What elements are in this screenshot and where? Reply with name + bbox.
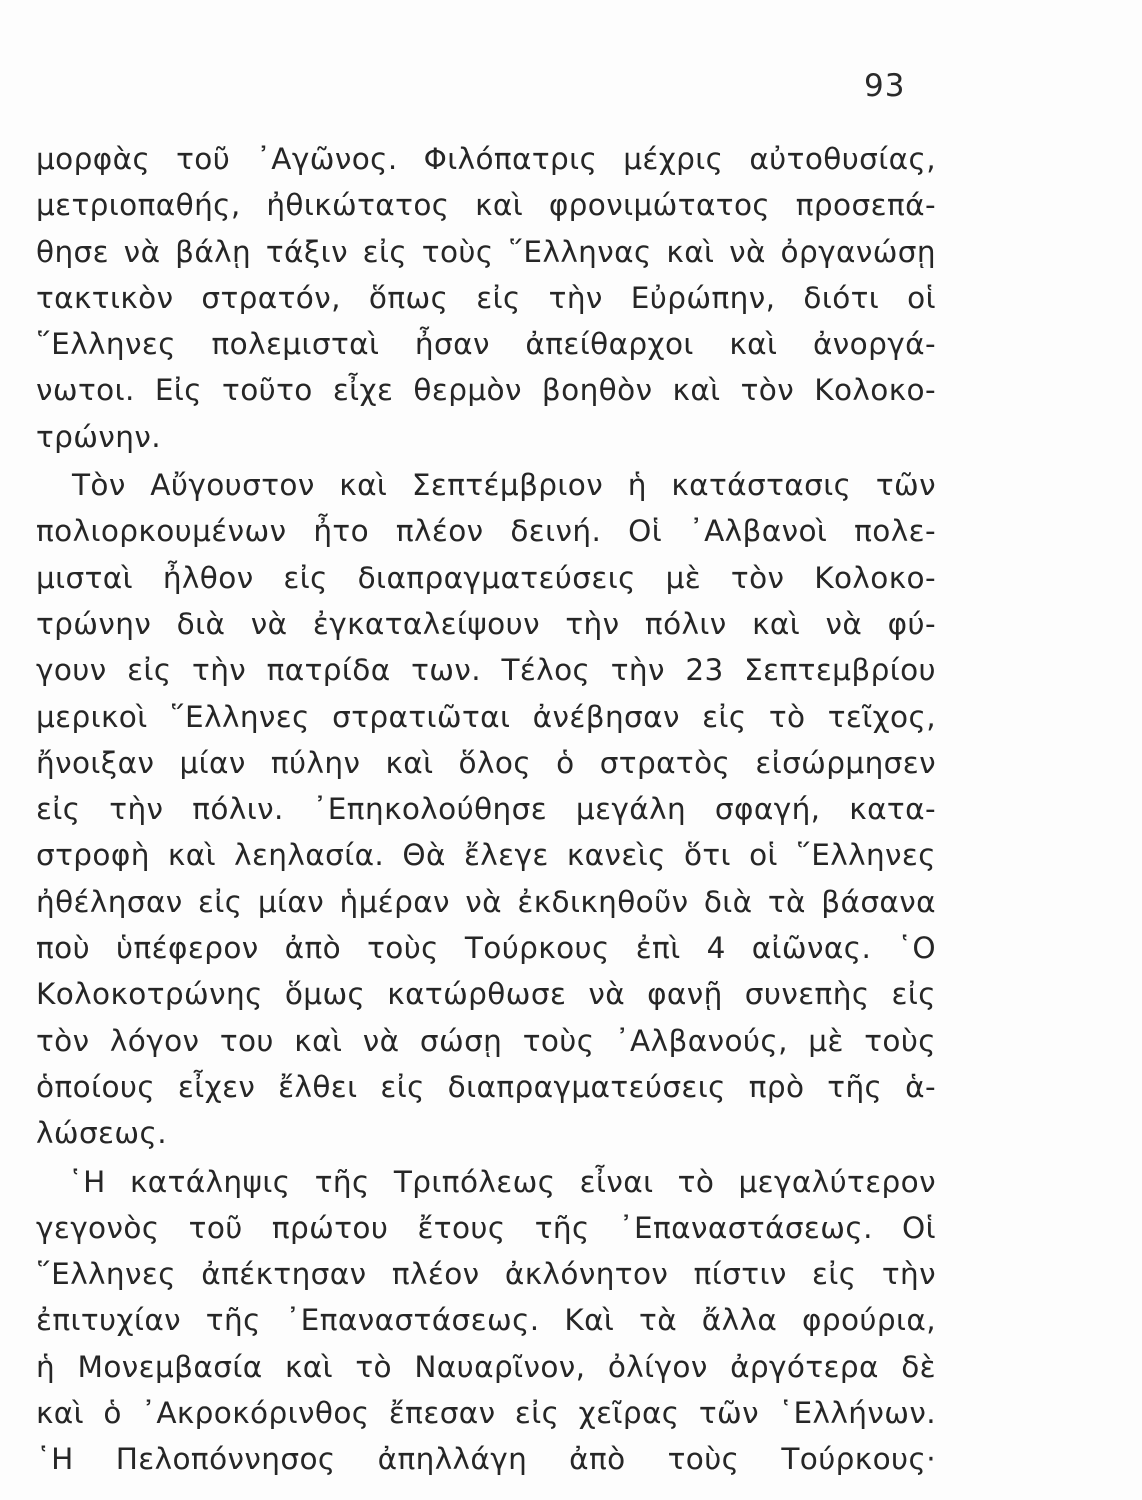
text-line: τὸν λόγον του καὶ νὰ σώσῃ τοὺς ᾿Αλβανούς, μὲ τοὺς xyxy=(36,1023,936,1058)
text-line: τακτικὸν στρατόν, ὅπως εἰς τὴν Εὐρώπην, διότι οἱ xyxy=(36,280,936,315)
text-line: ῞Ελληνες πολεμισταὶ ἦσαν ἀπείθαρχοι καὶ ἀνοργά- xyxy=(36,327,936,362)
text-line: ἐπιτυχίαν τῆς ᾿Επαναστάσεως. Καὶ τὰ ἄλλα φρούρια, xyxy=(36,1303,936,1338)
text-line: εἰς τὴν πόλιν. ᾿Επηκολούθησε μεγάλη σφαγή, κατα- xyxy=(36,792,936,827)
text-line: ὁποίους εἶχεν ἔλθει εἰς διαπραγματεύσεις πρὸ τῆς ἁ- xyxy=(36,1069,936,1104)
text-line: πολιορκουμένων ἦτο πλέον δεινή. Οἱ ᾿Αλβανοὶ πολε- xyxy=(36,514,936,549)
text-line: Κολοκοτρώνης ὅμως κατώρθωσε νὰ φανῇ συνεπὴς εἰς xyxy=(36,977,936,1012)
text-line: λώσεως. xyxy=(36,1116,167,1151)
text-line: μετριοπαθής, ἠθικώτατος καὶ φρονιμώτατος προσεπά- xyxy=(36,188,936,223)
text-line: ῞Ελληνες ἀπέκτησαν πλέον ἀκλόνητον πίστιν εἰς τὴν xyxy=(36,1257,936,1292)
text-line: γεγονὸς τοῦ πρώτου ἔτους τῆς ᾿Επαναστάσεως. Οἱ xyxy=(36,1210,936,1245)
text-line: τρώνην διὰ νὰ ἐγκαταλείψουν τὴν πόλιν καὶ νὰ φύ- xyxy=(36,606,936,641)
text-line: μερικοὶ ῞Ελληνες στρατιῶται ἀνέβησαν εἰς τὸ τεῖχος, xyxy=(36,699,936,734)
text-line: ῾Η Πελοπόννησος ἀπηλλάγη ἀπὸ τοὺς Τούρκους· xyxy=(36,1442,936,1477)
page-number: 93 xyxy=(864,68,906,104)
text-line: Τὸν Αὔγουστον καὶ Σεπτέμβριον ἡ κατάστασις τῶν xyxy=(72,468,936,503)
text-line: γουν εἰς τὴν πατρίδα των. Τέλος τὴν 23 Σεπτεμβρίου xyxy=(36,653,936,688)
text-line: ῾Η κατάληψις τῆς Τριπόλεως εἶναι τὸ μεγαλύτερον xyxy=(68,1164,936,1199)
text-line: ποὺ ὑπέφερον ἀπὸ τοὺς Τούρκους ἐπὶ 4 αἰῶνας. ῾Ο xyxy=(36,931,936,966)
paragraph-1 xyxy=(36,136,936,460)
text-line: ἡ Μονεμβασία καὶ τὸ Ναυαρῖνον, ὀλίγον ἀργότερα δὲ xyxy=(36,1349,936,1384)
paragraph-2 xyxy=(36,462,936,1156)
text-line: ἤνοιξαν μίαν πύλην καὶ ὅλος ὁ στρατὸς εἰσώρμησεν xyxy=(36,745,936,780)
text-line: θησε νὰ βάλῃ τάξιν εἰς τοὺς ῞Ελληνας καὶ νὰ ὀργανώσῃ xyxy=(36,234,936,269)
body-text xyxy=(36,136,936,1483)
text-line: νωτοι. Εἰς τοῦτο εἶχε θερμὸν βοηθὸν καὶ τὸν Κολοκο- xyxy=(36,373,936,408)
text-line: τρώνην. xyxy=(36,419,162,454)
text-line: στροφὴ καὶ λεηλασία. Θὰ ἔλεγε κανεὶς ὅτι οἱ ῞Ελληνες xyxy=(36,838,936,873)
text-line: μορφὰς τοῦ ᾿Αγῶνος. Φιλόπατρις μέχρις αὐτοθυσίας, xyxy=(36,142,936,176)
text-line: καὶ ὁ ᾿Ακροκόρινθος ἔπεσαν εἰς χεῖρας τῶν ῾Ελλήνων. xyxy=(36,1396,936,1431)
paragraph-3 xyxy=(36,1159,936,1483)
text-line: μισταὶ ἦλθον εἰς διαπραγματεύσεις μὲ τὸν Κολοκο- xyxy=(36,560,936,595)
text-line: ἠθέλησαν εἰς μίαν ἡμέραν νὰ ἐκδικηθοῦν διὰ τὰ βάσανα xyxy=(36,884,936,919)
